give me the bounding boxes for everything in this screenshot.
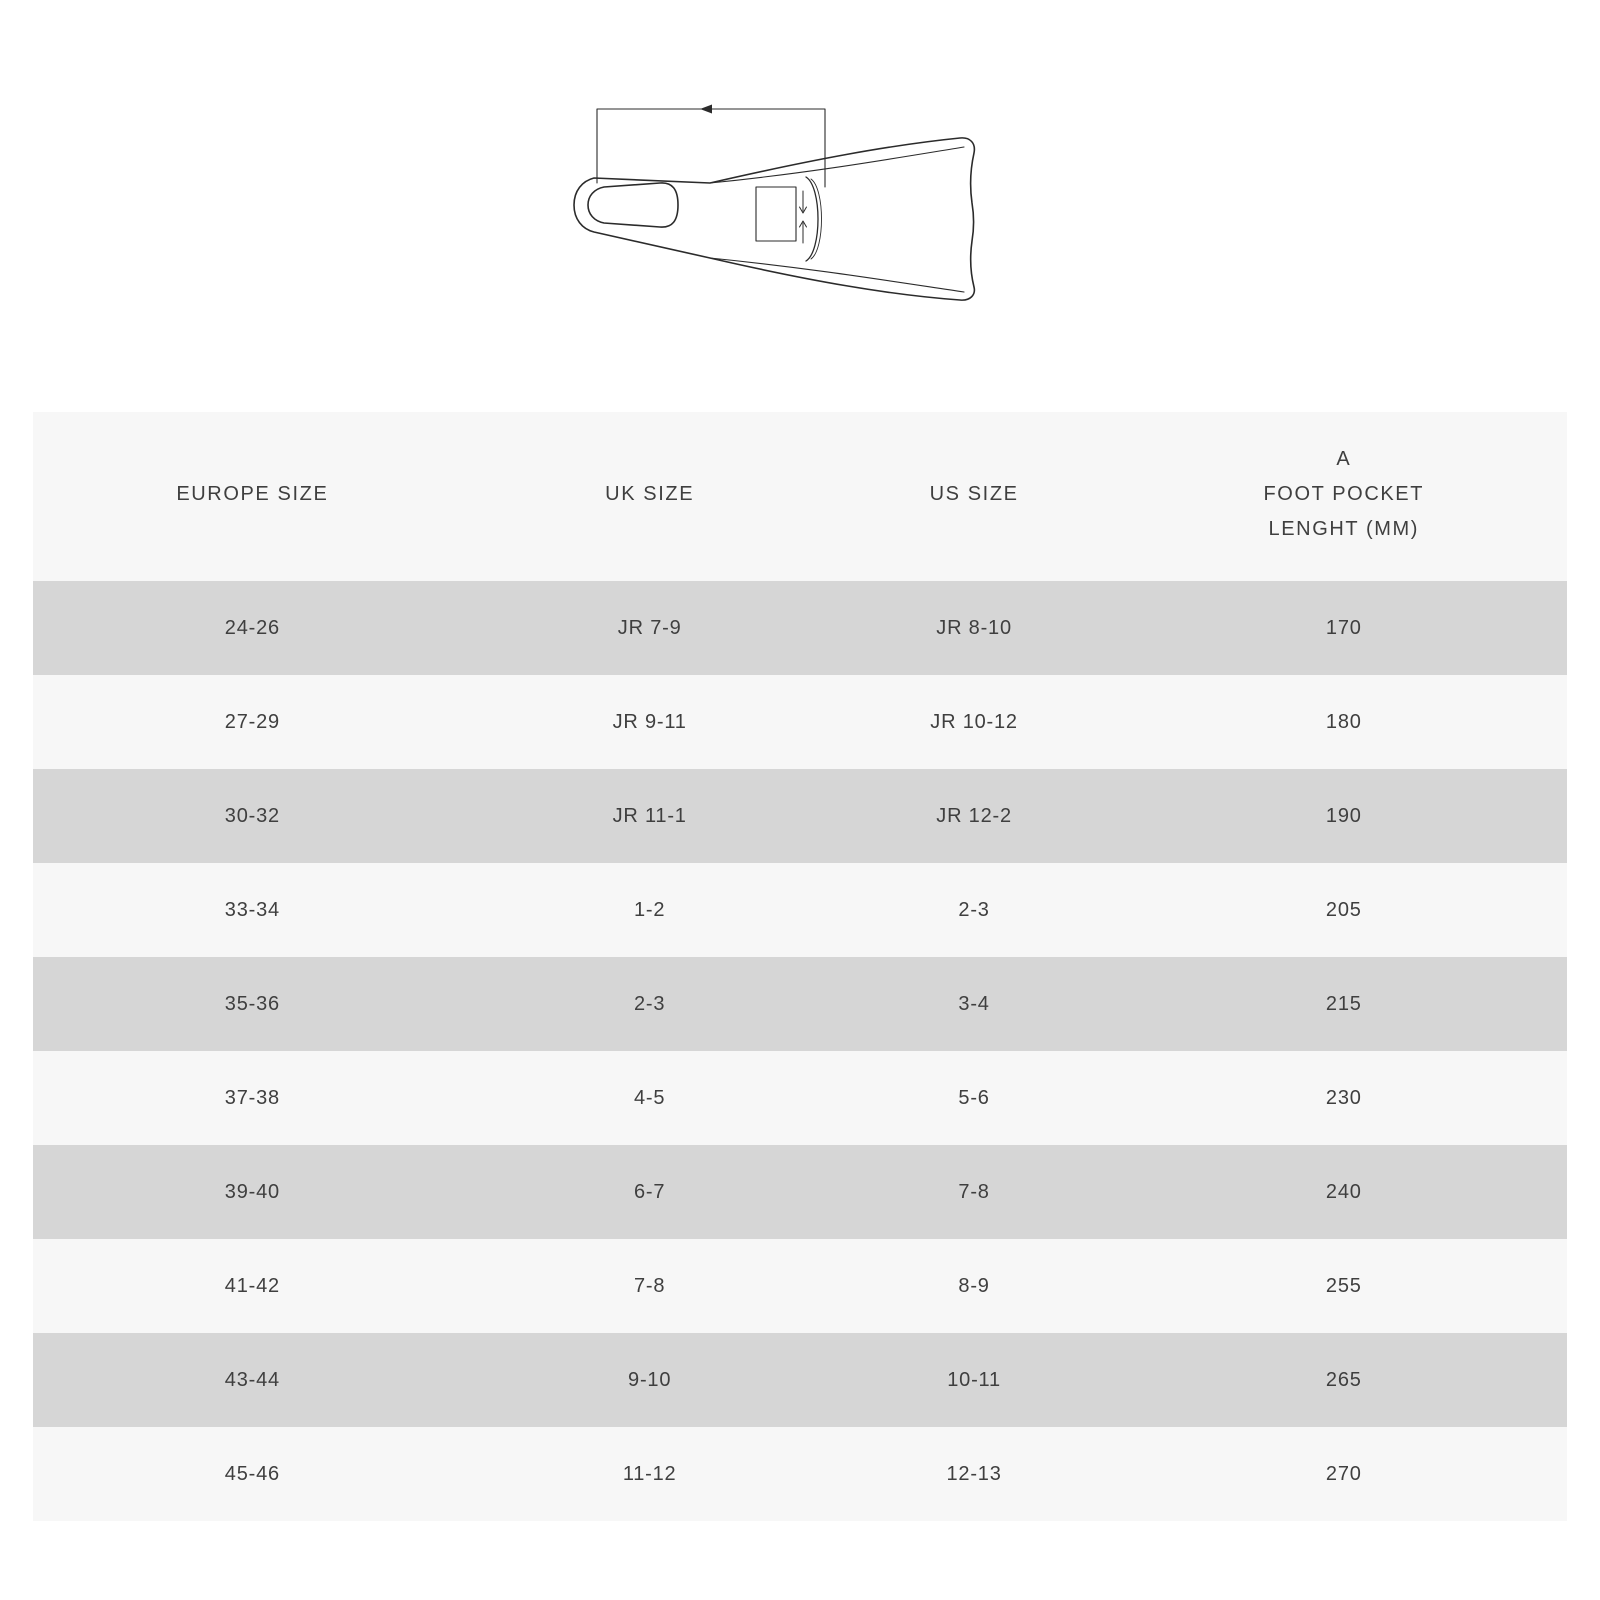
- cell-us-size: JR 10-12: [828, 675, 1121, 769]
- cell-europe-size: 39-40: [33, 1145, 472, 1239]
- cell-us-size: 10-11: [828, 1333, 1121, 1427]
- cell-us-size: JR 8-10: [828, 581, 1121, 675]
- table-row: [33, 769, 1567, 863]
- column-header-us-size-label: US SIZE: [929, 483, 1019, 505]
- column-header-europe-size: [33, 412, 472, 581]
- column-header-uk-size: [472, 412, 828, 581]
- size-chart-table: [33, 412, 1567, 1521]
- table-row: [33, 1427, 1567, 1521]
- cell-uk-size: JR 11-1: [472, 769, 828, 863]
- cell-europe-size: 33-34: [33, 863, 472, 957]
- table-row: [33, 581, 1567, 675]
- column-header-europe-size-label: EUROPE SIZE: [176, 483, 329, 505]
- cell-us-size: JR 12-2: [828, 769, 1121, 863]
- table-header-row: [33, 412, 1567, 581]
- foot-pocket-header-line-3: LENGHT (MM): [1268, 518, 1420, 540]
- cell-us-size: 8-9: [828, 1239, 1121, 1333]
- column-header-foot-pocket-length: [1121, 412, 1567, 581]
- table-row: [33, 1145, 1567, 1239]
- cell-foot-pocket-length: 190: [1121, 769, 1567, 863]
- fin-diagram-svg: [560, 95, 1040, 315]
- cell-foot-pocket-length: 240: [1121, 1145, 1567, 1239]
- table-row: [33, 1333, 1567, 1427]
- table-body: [33, 581, 1567, 1521]
- cell-foot-pocket-length: 205: [1121, 863, 1567, 957]
- cell-foot-pocket-length: 180: [1121, 675, 1567, 769]
- cell-uk-size: JR 9-11: [472, 675, 828, 769]
- cell-us-size: 5-6: [828, 1051, 1121, 1145]
- table-row: [33, 957, 1567, 1051]
- cell-us-size: 12-13: [828, 1427, 1121, 1521]
- column-header-uk-size-label: UK SIZE: [605, 483, 695, 505]
- cell-europe-size: 27-29: [33, 675, 472, 769]
- cell-europe-size: 41-42: [33, 1239, 472, 1333]
- cell-uk-size: 4-5: [472, 1051, 828, 1145]
- cell-uk-size: 1-2: [472, 863, 828, 957]
- cell-us-size: 7-8: [828, 1145, 1121, 1239]
- cell-uk-size: 9-10: [472, 1333, 828, 1427]
- column-header-foot-pocket-length-lines: [1121, 442, 1567, 547]
- cell-us-size: 3-4: [828, 957, 1121, 1051]
- foot-pocket-header-line-2: FOOT POCKET: [1263, 483, 1425, 505]
- cell-foot-pocket-length: 230: [1121, 1051, 1567, 1145]
- cell-uk-size: 6-7: [472, 1145, 828, 1239]
- cell-europe-size: 24-26: [33, 581, 472, 675]
- cell-uk-size: JR 7-9: [472, 581, 828, 675]
- cell-foot-pocket-length: 265: [1121, 1333, 1567, 1427]
- cell-foot-pocket-length: 170: [1121, 581, 1567, 675]
- table-row: [33, 675, 1567, 769]
- cell-foot-pocket-length: 270: [1121, 1427, 1567, 1521]
- table-row: [33, 863, 1567, 957]
- cell-europe-size: 35-36: [33, 957, 472, 1051]
- cell-foot-pocket-length: 215: [1121, 957, 1567, 1051]
- column-header-us-size: [828, 412, 1121, 581]
- cell-europe-size: 30-32: [33, 769, 472, 863]
- foot-pocket-header-line-1: A: [1336, 448, 1352, 470]
- cell-foot-pocket-length: 255: [1121, 1239, 1567, 1333]
- cell-europe-size: 45-46: [33, 1427, 472, 1521]
- cell-uk-size: 2-3: [472, 957, 828, 1051]
- cell-us-size: 2-3: [828, 863, 1121, 957]
- table-row: [33, 1239, 1567, 1333]
- cell-uk-size: 7-8: [472, 1239, 828, 1333]
- table-head: [33, 412, 1567, 581]
- cell-europe-size: 43-44: [33, 1333, 472, 1427]
- cell-europe-size: 37-38: [33, 1051, 472, 1145]
- cell-uk-size: 11-12: [472, 1427, 828, 1521]
- fin-diagram: [0, 95, 1600, 340]
- table-row: [33, 1051, 1567, 1145]
